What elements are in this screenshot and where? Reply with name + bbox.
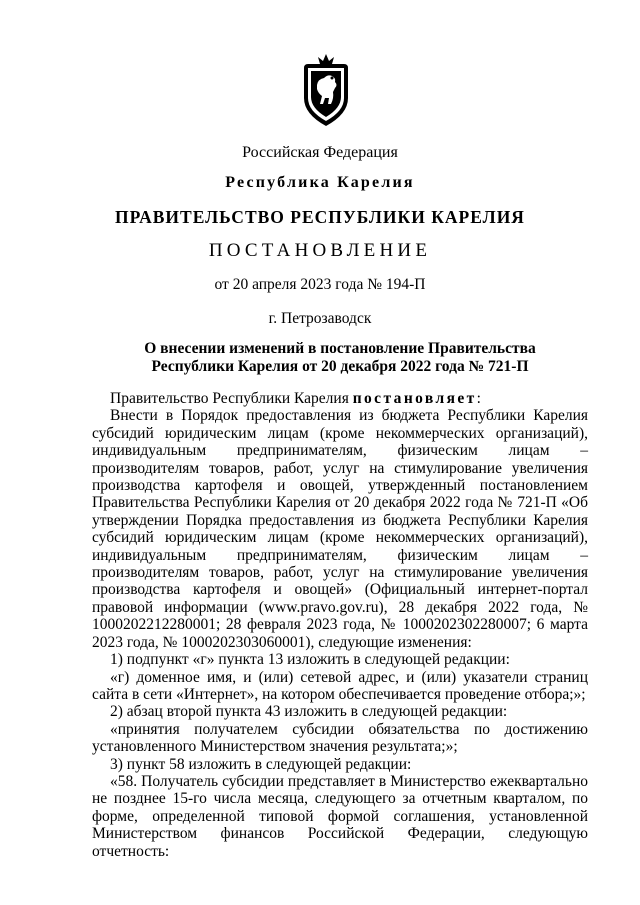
body-paragraph: «58. Получатель субсидии представляет в Министерство ежеквартально не позднее 15-го числа месяца, следующего за отчетным кварталом, по форме, определенной типовой формой соглашения, установленной Министерством финансов Российской Федерации, следующую отчетность: <box>92 772 588 860</box>
subject-line-2: Республики Карелия от 20 декабря 2022 года № 721-П <box>151 358 529 375</box>
document-date-number: от 20 апреля 2023 года № 194-П <box>214 276 426 293</box>
republic-name: Республика Карелия <box>225 174 415 191</box>
body-paragraph: 2) абзац второй пункта 43 изложить в следующей редакции: <box>110 703 508 721</box>
document-body <box>92 390 588 860</box>
body-paragraph: Внести в Порядок предоставления из бюджета Республики Карелия субсидий юридическим лицам (кроме некоммерческих организаций), индивидуальным предпринимателям, физическим лицам – производителям товаров, работ, услуг на стимулирование увеличения производства картофеля и овощей, утвержденный постановлением Правительства Республики Карелия от 20 декабря 2022 года № 721-П «Об утверждении Порядка предоставления из бюджета Республики Карелия субсидий юридическим лицам (кроме некоммерческих организаций), индивидуальным предпринимателям, физическим лицам – производителям товаров, работ, услуг на стимулирование увеличения производства картофеля и овощей» (Официальный интернет-портал правовой информации (www.pravo.gov.ru), 28 декабря 2022 года, № 1000202212280001; 28 февраля 2023 года, № 1000202302280007; 6 марта 2023 года, № 1000202303060001), следующие изменения: <box>92 407 588 651</box>
body-paragraph: «г) доменное имя, и (или) сетевой адрес, и (или) указатели страниц сайта в сети «Интернет», на котором обеспечивается проведение отбора;»; <box>92 668 588 703</box>
country-name: Российская Федерация <box>242 144 398 161</box>
document-type: ПОСТАНОВЛЕНИЕ <box>208 240 432 261</box>
coat-of-arms-icon <box>298 52 354 128</box>
body-paragraph: 1) подпункт «г» пункта 13 изложить в следующей редакции: <box>110 651 510 669</box>
body-paragraph: 3) пункт 58 изложить в следующей редакции: <box>110 755 412 773</box>
document-subject <box>100 340 580 376</box>
document-city: г. Петрозаводск <box>268 310 372 327</box>
intro-prefix: Правительство Республики Карелия <box>110 390 353 407</box>
body-paragraph: «принятия получателем субсидии обязательства по достижению установленного Министерством значения результата;»; <box>92 720 588 756</box>
subject-line-1: О внесении изменений в постановление Правительства <box>144 340 536 357</box>
intro-decree-word: постановляет <box>352 390 477 407</box>
intro-paragraph <box>92 390 588 407</box>
intro-suffix: : <box>476 390 481 407</box>
government-title: ПРАВИТЕЛЬСТВО РЕСПУБЛИКИ КАРЕЛИЯ <box>115 207 525 227</box>
